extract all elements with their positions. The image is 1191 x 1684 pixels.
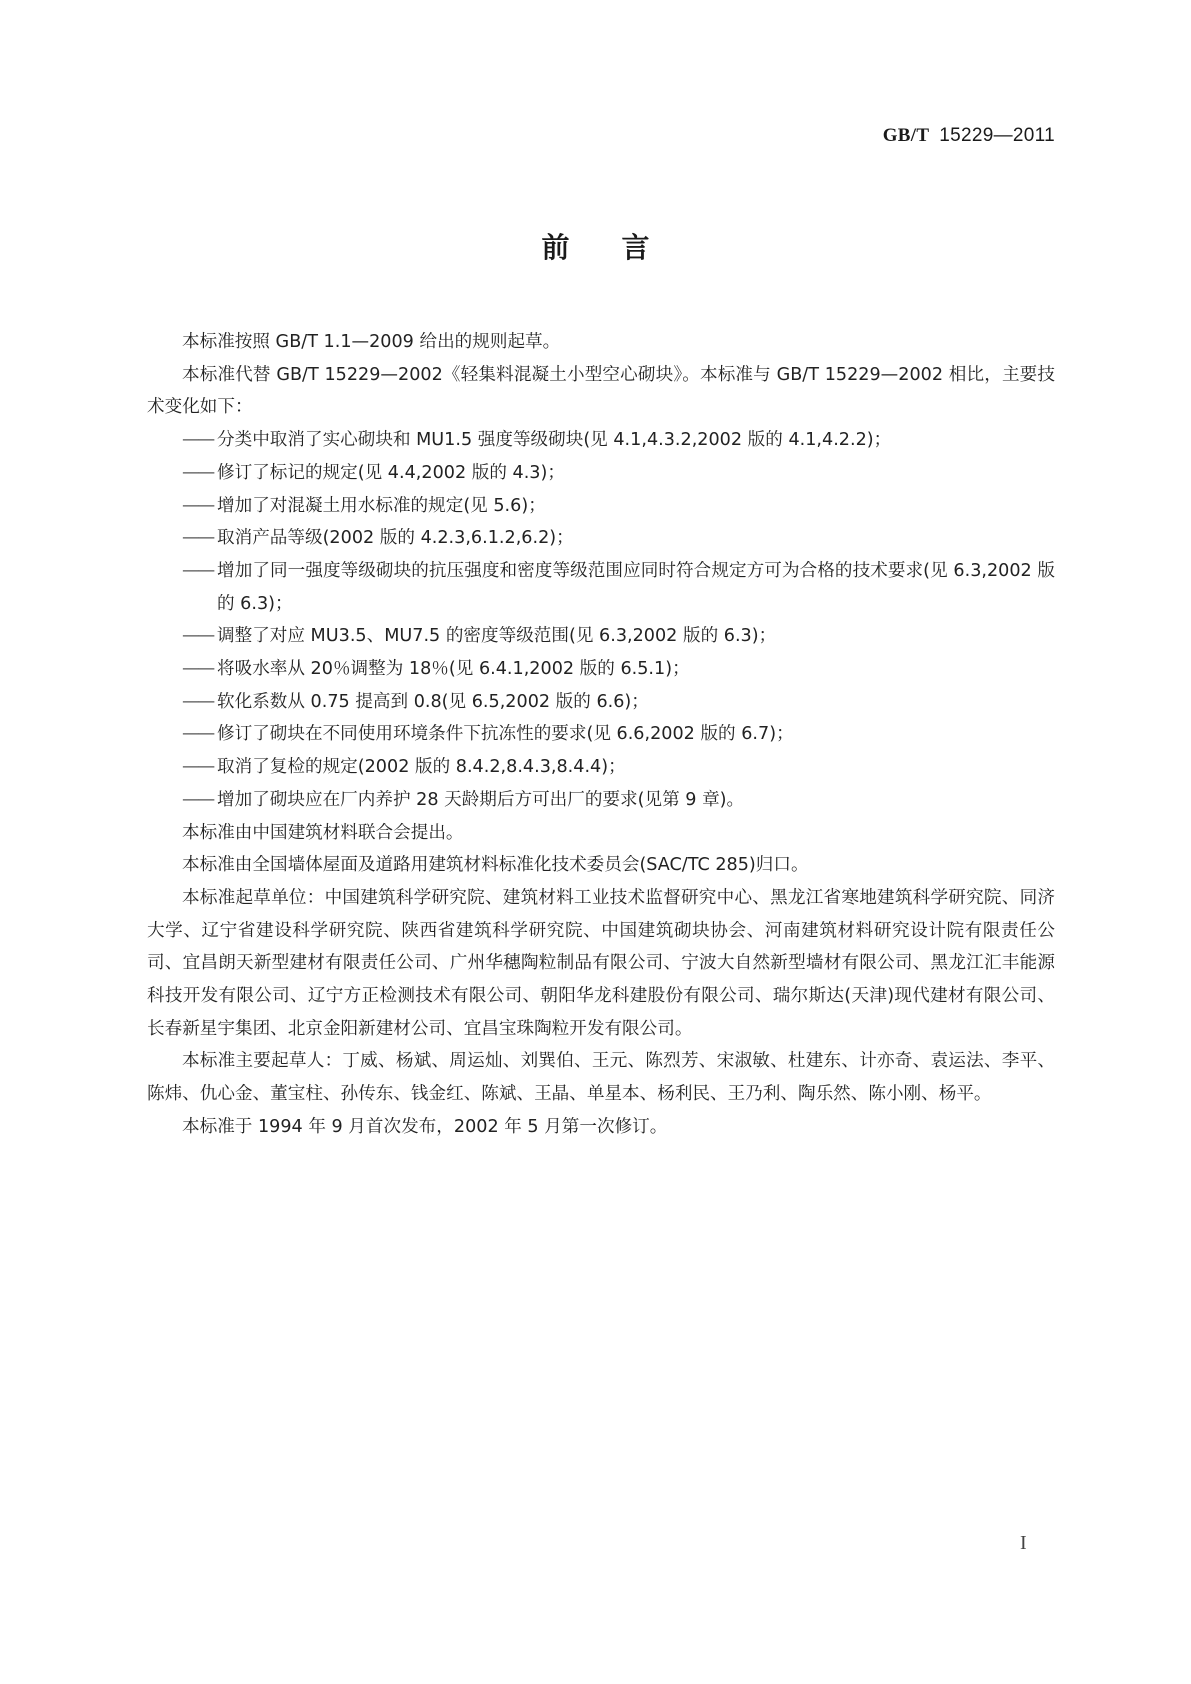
- changes-list: [147, 424, 1055, 816]
- paragraph-drafting-units: 本标准起草单位：中国建筑科学研究院、建筑材料工业技术监督研究中心、黑龙江省寒地建筑科学研究院、同济大学、辽宁省建设科学研究院、陕西省建筑科学研究院、中国建筑砌块协会、河南建筑材料研究设计院有限责任公司、宜昌朗天新型建材有限责任公司、广州华穗陶粒制品有限公司、宁波大自然新型墙材有限公司、黑龙江汇丰能源科技开发有限公司、辽宁方正检测技术有限公司、朝阳华龙科建股份有限公司、瑞尔斯达(天津)现代建材有限公司、长春新星宇集团、北京金阳新建材公司、宜昌宝珠陶粒开发有限公司。: [147, 887, 1055, 1039]
- paragraph-proposer: 本标准由中国建筑材料联合会提出。: [182, 822, 464, 843]
- paragraph-drafters: 本标准主要起草人：丁威、杨斌、周运灿、刘巽伯、王元、陈烈芳、宋淑敏、杜建东、计亦奇、袁运法、李平、陈炜、仇心金、董宝柱、孙传东、钱金红、陈斌、王晶、单星本、杨利民、王乃利、陶乐然、陈小刚、杨平。: [147, 1051, 1055, 1105]
- list-item-text: 增加了同一强度等级砌块的抗压强度和密度等级范围应同时符合规定方可为合格的技术要求(见 6.3,2002 版的 6.3)；: [217, 560, 1055, 614]
- list-item: [147, 784, 1055, 817]
- list-item: [147, 490, 1055, 523]
- list-item-text: 调整了对应 MU3.5、MU7.5 的密度等级范围(见 6.3,2002 版的 6.3)；: [217, 626, 777, 647]
- em-dash-marker: ——: [182, 691, 214, 712]
- list-item: [147, 653, 1055, 686]
- list-item: [147, 522, 1055, 555]
- list-item-text: 将吸水率从 20％调整为 18％(见 6.4.1,2002 版的 6.5.1)；: [217, 659, 690, 680]
- paragraph-replacement: 本标准代替 GB/T 15229—2002《轻集料混凝土小型空心砌块》。本标准与 GB/T 15229—2002 相比，主要技术变化如下：: [147, 364, 1055, 418]
- standard-prefix: GB/T: [882, 125, 930, 146]
- list-item: [147, 424, 1055, 457]
- em-dash-marker: ——: [182, 462, 214, 483]
- em-dash-marker: ——: [182, 789, 214, 810]
- list-item-text: 增加了对混凝土用水标准的规定(见 5.6)；: [217, 495, 546, 516]
- list-item: [147, 555, 1055, 620]
- list-item: [147, 620, 1055, 653]
- em-dash-marker: ——: [182, 560, 214, 581]
- standard-code-header: [883, 124, 1055, 147]
- em-dash-marker: ——: [182, 528, 214, 549]
- paragraph-drafting-rules: 本标准按照 GB/T 1.1—2009 给出的规则起草。: [182, 332, 561, 352]
- list-item: [147, 718, 1055, 751]
- em-dash-marker: ——: [182, 626, 214, 647]
- list-item-text: 取消产品等级(2002 版的 4.2.3,6.1.2,6.2)；: [217, 528, 574, 549]
- em-dash-marker: ——: [182, 495, 214, 516]
- list-item-text: 修订了标记的规定(见 4.4,2002 版的 4.3)；: [217, 462, 565, 483]
- em-dash-marker: ——: [182, 757, 214, 778]
- list-item-text: 取消了复检的规定(2002 版的 8.4.2,8.4.3,8.4.4)；: [217, 757, 626, 778]
- em-dash-marker: ——: [182, 430, 214, 451]
- list-item-text: 修订了砌块在不同使用环境条件下抗冻性的要求(见 6.6,2002 版的 6.7)；: [217, 724, 794, 745]
- foreword-body: [147, 326, 1055, 1144]
- page-title: 前言: [541, 231, 702, 264]
- em-dash-marker: ——: [182, 659, 214, 680]
- paragraph-committee: 本标准由全国墙体屋面及道路用建筑材料标准化技术委员会(SAC/TC 285)归口。: [182, 855, 809, 876]
- list-item-text: 软化系数从 0.75 提高到 0.8(见 6.5,2002 版的 6.6)；: [217, 691, 649, 712]
- list-item: [147, 457, 1055, 490]
- em-dash-marker: ——: [182, 724, 214, 745]
- standard-number: 15229—2011: [939, 125, 1055, 146]
- page-number: I: [1020, 1532, 1027, 1554]
- list-item: [147, 686, 1055, 719]
- list-item: [147, 751, 1055, 784]
- paragraph-history: 本标准于 1994 年 9 月首次发布，2002 年 5 月第一次修订。: [182, 1116, 668, 1137]
- list-item-text: 增加了砌块应在厂内养护 28 天龄期后方可出厂的要求(见第 9 章)。: [217, 789, 745, 810]
- list-item-text: 分类中取消了实心砌块和 MU1.5 强度等级砌块(见 4.1,4.3.2,2002 版的 4.1,4.2.2)；: [217, 430, 892, 451]
